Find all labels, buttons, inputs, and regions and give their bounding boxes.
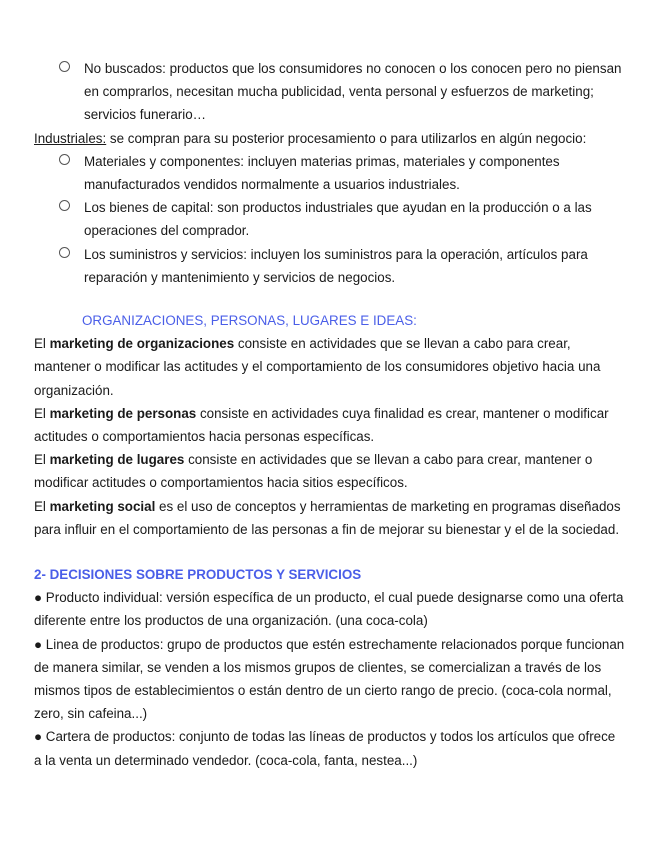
industriales-list	[34, 150, 626, 289]
list-item: Los bienes de capital: son productos industriales que ayudan en la producción o a las operaciones del comprador.	[34, 196, 626, 242]
text-run: es el uso de conceptos y herramientas de marketing en programas diseñados para influir en el comportamiento de las personas a fin de mejorar su bienestar y el de la sociedad.	[34, 498, 621, 537]
industriales-intro	[34, 127, 626, 150]
paragraph-marketing-lugares	[34, 448, 626, 494]
bold-term: marketing de personas	[49, 405, 197, 421]
list-item: No buscados: productos que los consumidores no conocen o los conocen pero no piensan en comprarlos, necesitan mucha publicidad, venta personal y esfuerzos de marketing; servicios funerario…	[34, 57, 626, 127]
text-run: consiste en actividades que se llevan a cabo para crear, mantener o modificar las actitudes y el comportamiento de los consumidores objetivo hacia una organización.	[34, 336, 601, 398]
bold-term: marketing social	[49, 498, 156, 514]
top-list	[34, 57, 626, 127]
text-run: El	[34, 498, 50, 514]
text-run: consiste en actividades que se llevan a cabo para crear, mantener o modificar actitudes o comportamientos hacia sitios específicos.	[34, 452, 593, 491]
text-run: El	[34, 452, 50, 468]
text-run: El	[34, 405, 50, 421]
text-run: El	[34, 336, 50, 352]
industriales-label: Industriales:	[34, 130, 107, 146]
industriales-text: se compran para su posterior procesamiento o para utilizarlos en algún negocio:	[106, 130, 587, 146]
bold-term: marketing de organizaciones	[49, 336, 235, 352]
bold-term: marketing de lugares	[49, 452, 185, 468]
text-run: consiste en actividades cuya finalidad es crear, mantener o modificar actitudes o comportamientos hacia personas específicas.	[34, 405, 609, 445]
bullet-cartera-productos: ● Cartera de productos: conjunto de todas las líneas de productos y todos los artículos que ofrece a la venta un determinado vendedor. (coca-cola, fanta, nestea...)	[34, 729, 616, 768]
paragraph-marketing-personas	[34, 402, 626, 448]
bullet-linea-productos: ● Linea de productos: grupo de productos que estén estrechamente relacionados porque funcionan de manera similar, se venden a los mismos grupos de clientes, se comercializan a través de los mismos tipos de establecimientos o están dentro de un cierto rango de precio. (coca-cola normal, zero, sin cafeina...)	[34, 636, 625, 722]
paragraph-marketing-social	[34, 495, 626, 541]
list-item: Materiales y componentes: incluyen materias primas, materiales y componentes manufacturados vendidos normalmente a usuarios industriales.	[34, 150, 626, 196]
section-heading-organizaciones: ORGANIZACIONES, PERSONAS, LUGARES E IDEAS:	[82, 313, 417, 329]
section-heading-decisiones: 2- DECISIONES SOBRE PRODUCTOS Y SERVICIOS	[34, 567, 362, 583]
bullet-producto-individual: ● Producto individual: versión específica de un producto, el cual puede designarse como una oferta diferente entre los productos de una organización. (una coca-cola)	[34, 590, 624, 629]
paragraph-marketing-organizaciones	[34, 332, 626, 402]
document-page	[34, 57, 626, 772]
list-item: Los suministros y servicios: incluyen los suministros para la operación, artículos para reparación y mantenimiento y servicios de negocios.	[34, 243, 626, 289]
